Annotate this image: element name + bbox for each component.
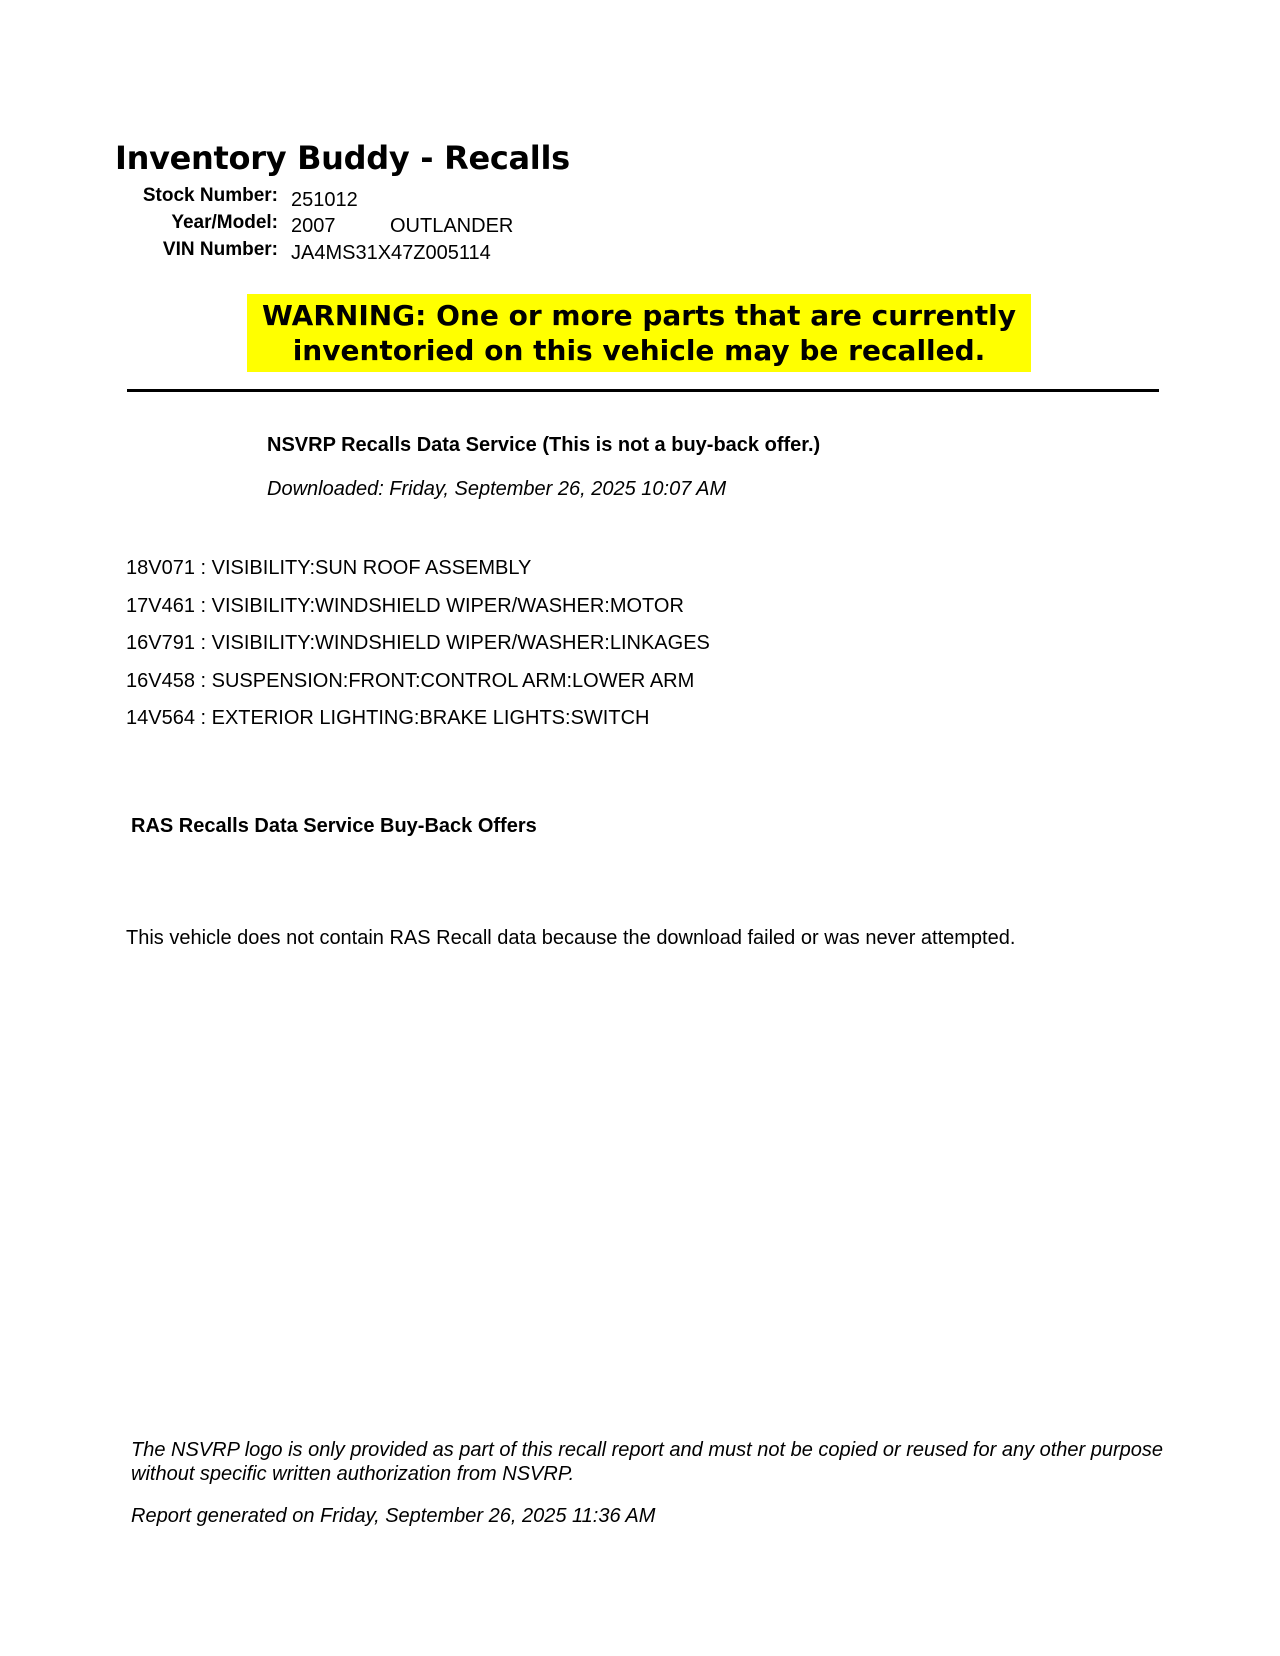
section-divider <box>127 389 1159 392</box>
nsvrp-download-timestamp: Downloaded: Friday, September 26, 2025 10:07 AM <box>267 478 727 500</box>
model-value: OUTLANDER <box>390 215 514 237</box>
year-model-row <box>0 212 700 238</box>
recall-item: 17V461 : VISIBILITY:WINDSHIELD WIPER/WASHER:MOTOR <box>126 594 684 617</box>
ras-status-message: This vehicle does not contain RAS Recall data because the download failed or was never attempted. <box>126 927 1016 949</box>
year-model-label: Year/Model: <box>171 212 278 233</box>
vin-number-label: VIN Number: <box>162 239 278 260</box>
ras-section-heading: RAS Recalls Data Service Buy-Back Offers <box>131 815 537 837</box>
warning-line-1: WARNING: One or more parts that are currently <box>262 299 1016 332</box>
nsvrp-section-heading: NSVRP Recalls Data Service (This is not a buy-back offer.) <box>267 434 821 456</box>
vin-number-row <box>0 239 700 265</box>
recall-item: 16V791 : VISIBILITY:WINDSHIELD WIPER/WASHER:LINKAGES <box>126 632 710 654</box>
stock-number-value: 251012 <box>291 189 358 211</box>
report-generated-timestamp: Report generated on Friday, September 26, 2025 11:36 AM <box>131 1505 656 1527</box>
warning-line-2: inventoried on this vehicle may be recalled. <box>292 334 986 367</box>
nsvrp-logo-disclaimer: The NSVRP logo is only provided as part of this recall report and must not be copied or reused for any other purpose without specific written authorization from NSVRP. <box>131 1439 1164 1485</box>
nsvrp-recall-list <box>126 555 710 743</box>
recall-warning-banner <box>247 294 1031 372</box>
recall-item: 14V564 : EXTERIOR LIGHTING:BRAKE LIGHTS:SWITCH <box>126 707 650 729</box>
recall-item: 18V071 : VISIBILITY:SUN ROOF ASSEMBLY <box>126 557 532 579</box>
year-value: 2007 <box>291 215 336 237</box>
page-title: Inventory Buddy - Recalls <box>115 139 570 177</box>
stock-number-row <box>0 185 700 211</box>
recall-item: 16V458 : SUSPENSION:FRONT:CONTROL ARM:LOWER ARM <box>126 669 695 692</box>
vin-number-value: JA4MS31X47Z005114 <box>291 242 491 264</box>
stock-number-label: Stock Number: <box>142 185 278 206</box>
